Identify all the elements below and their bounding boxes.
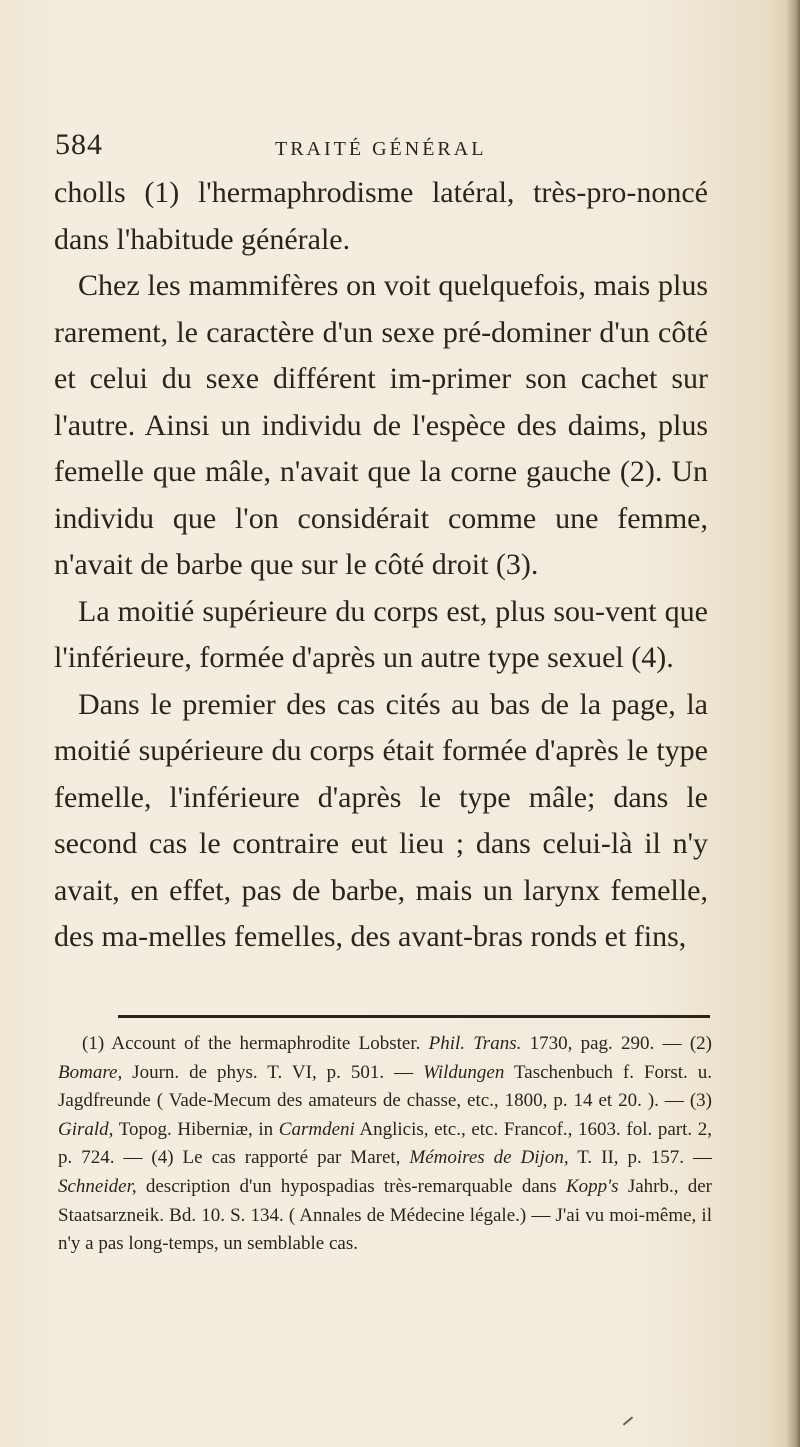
paragraph-4: Dans le premier des cas cités au bas de la page, la moitié supérieure du corps était formée d'après le type femelle, l'inférieure d'après le type mâle; dans le second cas le contraire eut lieu ; dans celui-là il n'y avait, en effet, pas de barbe, mais un larynx femelle, des ma-melles femelles, des avant-bras ronds et fins, (54, 687, 708, 953)
footnote-text: description d'un hypospadias très-remarquable dans (136, 1175, 566, 1197)
footnote-text: Journ. de phys. T. VI, p. 501. — (122, 1061, 424, 1083)
footnote-text: Taschenbuch f. Forst. u. Jagdfreunde ( Vade-Mecum des amateurs de chasse, etc., 1800, p. 14 et 20. ). — (3) (58, 1061, 712, 1112)
footnote-author: Girald, (58, 1118, 114, 1140)
paragraph-3: La moitié supérieure du corps est, plus sou-vent que l'inférieure, formée d'après un autre type sexuel (4). (54, 594, 708, 674)
running-head: TRAITÉ GÉNÉRAL (275, 138, 487, 160)
footnote-text: T. II, p. 157. — (568, 1147, 712, 1169)
main-text (54, 170, 708, 961)
footnote-block (58, 1030, 712, 1259)
book-gutter-shadow (786, 0, 800, 1447)
paragraph-1: cholls (1) l'hermaphrodisme latéral, très-pro-noncé dans l'habitude générale. (54, 176, 708, 256)
footnote-source: Mémoires de Dijon, (409, 1147, 569, 1169)
page-number: 584 (55, 128, 103, 161)
footnote-author: Schneider, (58, 1175, 137, 1197)
paragraph-2: Chez les mammifères on voit quelquefois, mais plus rarement, le caractère d'un sexe pré-dominer d'un côté et celui du sexe différent im-primer son cachet sur l'autre. Ainsi un individu de l'espèce des daims, plus femelle que mâle, n'avait que la corne gauche (2). Un individu que l'on considérait comme une femme, n'avait de barbe que sur le côté droit (3). (54, 269, 708, 581)
footnote-author: Bomare, (58, 1061, 123, 1083)
footnote-source: Wildungen (423, 1061, 505, 1083)
footnote-text: (1) Account of the hermaphrodite Lobster. (82, 1033, 429, 1054)
footnote-source: Carmdeni (278, 1118, 355, 1140)
footnote-divider (118, 1015, 710, 1018)
footnote-text: Topog. Hiberniæ, in (113, 1118, 279, 1140)
footnote-source: Kopp's (565, 1175, 619, 1197)
footnotes (58, 1030, 712, 1259)
footnote-text: 1730, pag. 290. — (2) (521, 1033, 712, 1054)
footnote-text: Jahrb., der Staatsarzneik. Bd. 10. S. 134. ( Annales de Médecine légale.) — J'ai vu moi-même, il n'y a pas long-temps, un semblable cas. (58, 1175, 712, 1255)
footnote-source: Phil. Trans. (428, 1033, 522, 1054)
footnote-text: Anglicis, etc., etc. Francof., 1603. fol. part. 2, p. 724. — (4) Le cas rapporté par Maret, (58, 1118, 712, 1169)
page-header (55, 128, 695, 168)
